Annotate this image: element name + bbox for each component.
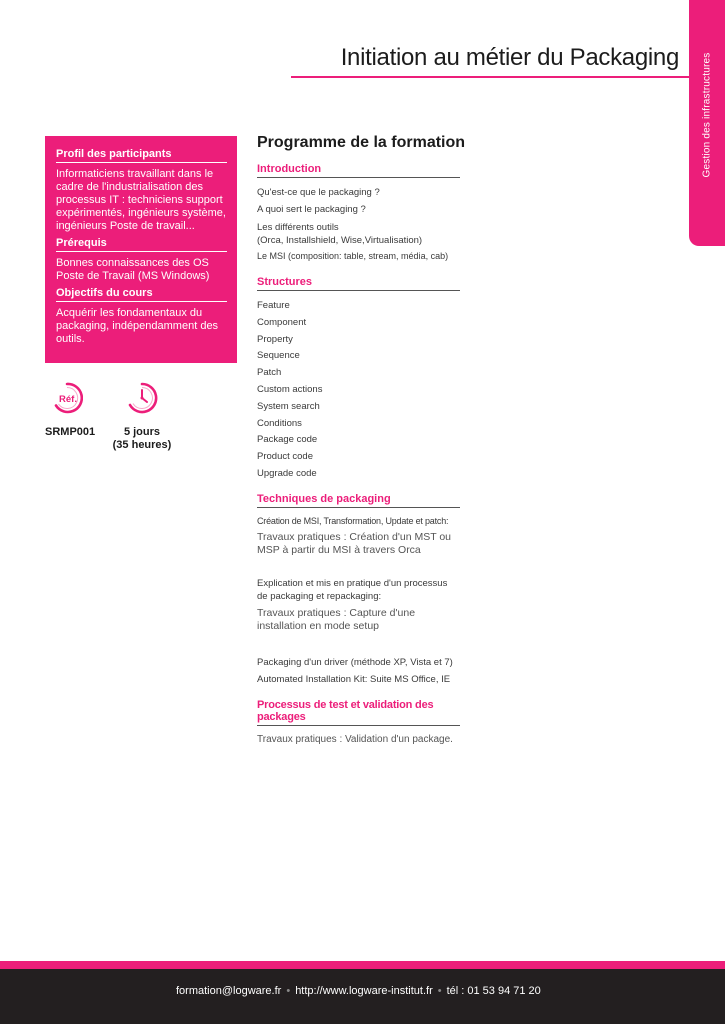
- footer-accent-bar: [0, 961, 725, 969]
- profile-heading: Profil des participants: [56, 148, 227, 163]
- list-item: System search: [257, 400, 320, 412]
- list-item: Custom actions: [257, 383, 323, 395]
- list-item: Product code: [257, 451, 313, 463]
- objectives-text: Acquérir les fondamentaux du packaging, indépendamment des outils.: [56, 307, 219, 345]
- separator-dot: •: [437, 985, 442, 997]
- structures-heading: Structures: [257, 276, 460, 291]
- section-structures: [257, 276, 460, 483]
- document-title: Initiation au métier du Packaging: [340, 44, 679, 71]
- techniques-paragraph: Automated Installation Kit: Suite MS Office, IE: [257, 673, 451, 685]
- duration-days: 5 jours: [123, 426, 161, 438]
- list-item: Le MSI (composition: table, stream, média, cab): [257, 250, 449, 261]
- practical-work: Travaux pratiques : Création d'un MST ou MSP à partir du MSI à travers Orca: [257, 531, 452, 556]
- reference-icon: [51, 382, 83, 414]
- techniques-heading: Techniques de packaging: [257, 493, 460, 508]
- techniques-paragraph: Création de MSI, Transformation, Update et patch:: [257, 516, 449, 526]
- category-tab-label: Gestion des infrastructures: [701, 52, 713, 178]
- title-underline: [291, 76, 689, 78]
- list-item: (Orca, Installshield, Wise,Virtualisation): [257, 234, 423, 246]
- category-tab: [689, 0, 725, 246]
- duration-hours: (35 heures): [112, 439, 172, 451]
- reference-code: SRMP001: [45, 426, 96, 438]
- section-techniques: [257, 493, 460, 689]
- list-item: Package code: [257, 434, 318, 446]
- footer-contact: [176, 985, 541, 997]
- clock-icon: [126, 382, 158, 414]
- techniques-paragraph: Packaging d'un driver (méthode XP, Vista et 7): [257, 657, 453, 668]
- course-info-box: [45, 136, 237, 363]
- list-item: Les différents outils: [257, 221, 339, 233]
- list-item: Conditions: [257, 417, 302, 429]
- separator-dot: •: [286, 985, 291, 997]
- section-introduction: [257, 163, 460, 264]
- objectives-heading: Objectifs du cours: [56, 287, 227, 302]
- footer-phone: tél : 01 53 94 71 20: [446, 985, 541, 997]
- footer-url-link[interactable]: http://www.logware-institut.fr: [295, 985, 433, 997]
- list-item: Component: [257, 316, 307, 328]
- list-item: Property: [257, 333, 293, 345]
- footer: [0, 969, 725, 1024]
- program-title: Programme de la formation: [257, 134, 466, 151]
- course-duration: [110, 426, 174, 452]
- list-item: Sequence: [257, 350, 300, 362]
- profile-text: Informaticiens travaillant dans le cadre de l'industrialisation des processus IT : techniciens support expérimentés, ingénieurs système, ingénieurs Poste de travail...: [56, 168, 226, 232]
- list-item: Patch: [257, 367, 282, 379]
- process-heading: Processus de test et validation des packages: [257, 699, 460, 726]
- list-item: Feature: [257, 300, 290, 311]
- list-item: Upgrade code: [257, 467, 317, 479]
- practical-work: Travaux pratiques : Validation d'un package.: [257, 734, 453, 745]
- footer-email-link[interactable]: formation@logware.fr: [176, 985, 282, 997]
- section-process: [257, 699, 460, 746]
- reference-icon-label: Réf.: [59, 394, 77, 405]
- techniques-paragraph: Explication et mis en pratique d'un processus de packaging et repackaging:: [257, 578, 448, 602]
- prerequisites-heading: Prérequis: [56, 237, 227, 252]
- list-item: Qu'est-ce que le packaging ?: [257, 187, 380, 198]
- list-item: A quoi sert le packaging ?: [257, 203, 366, 215]
- prerequisites-text: Bonnes connaissances des OS Poste de Travail (MS Windows): [56, 257, 210, 282]
- practical-work: Travaux pratiques : Capture d'une installation en mode setup: [257, 607, 416, 632]
- introduction-heading: Introduction: [257, 163, 460, 178]
